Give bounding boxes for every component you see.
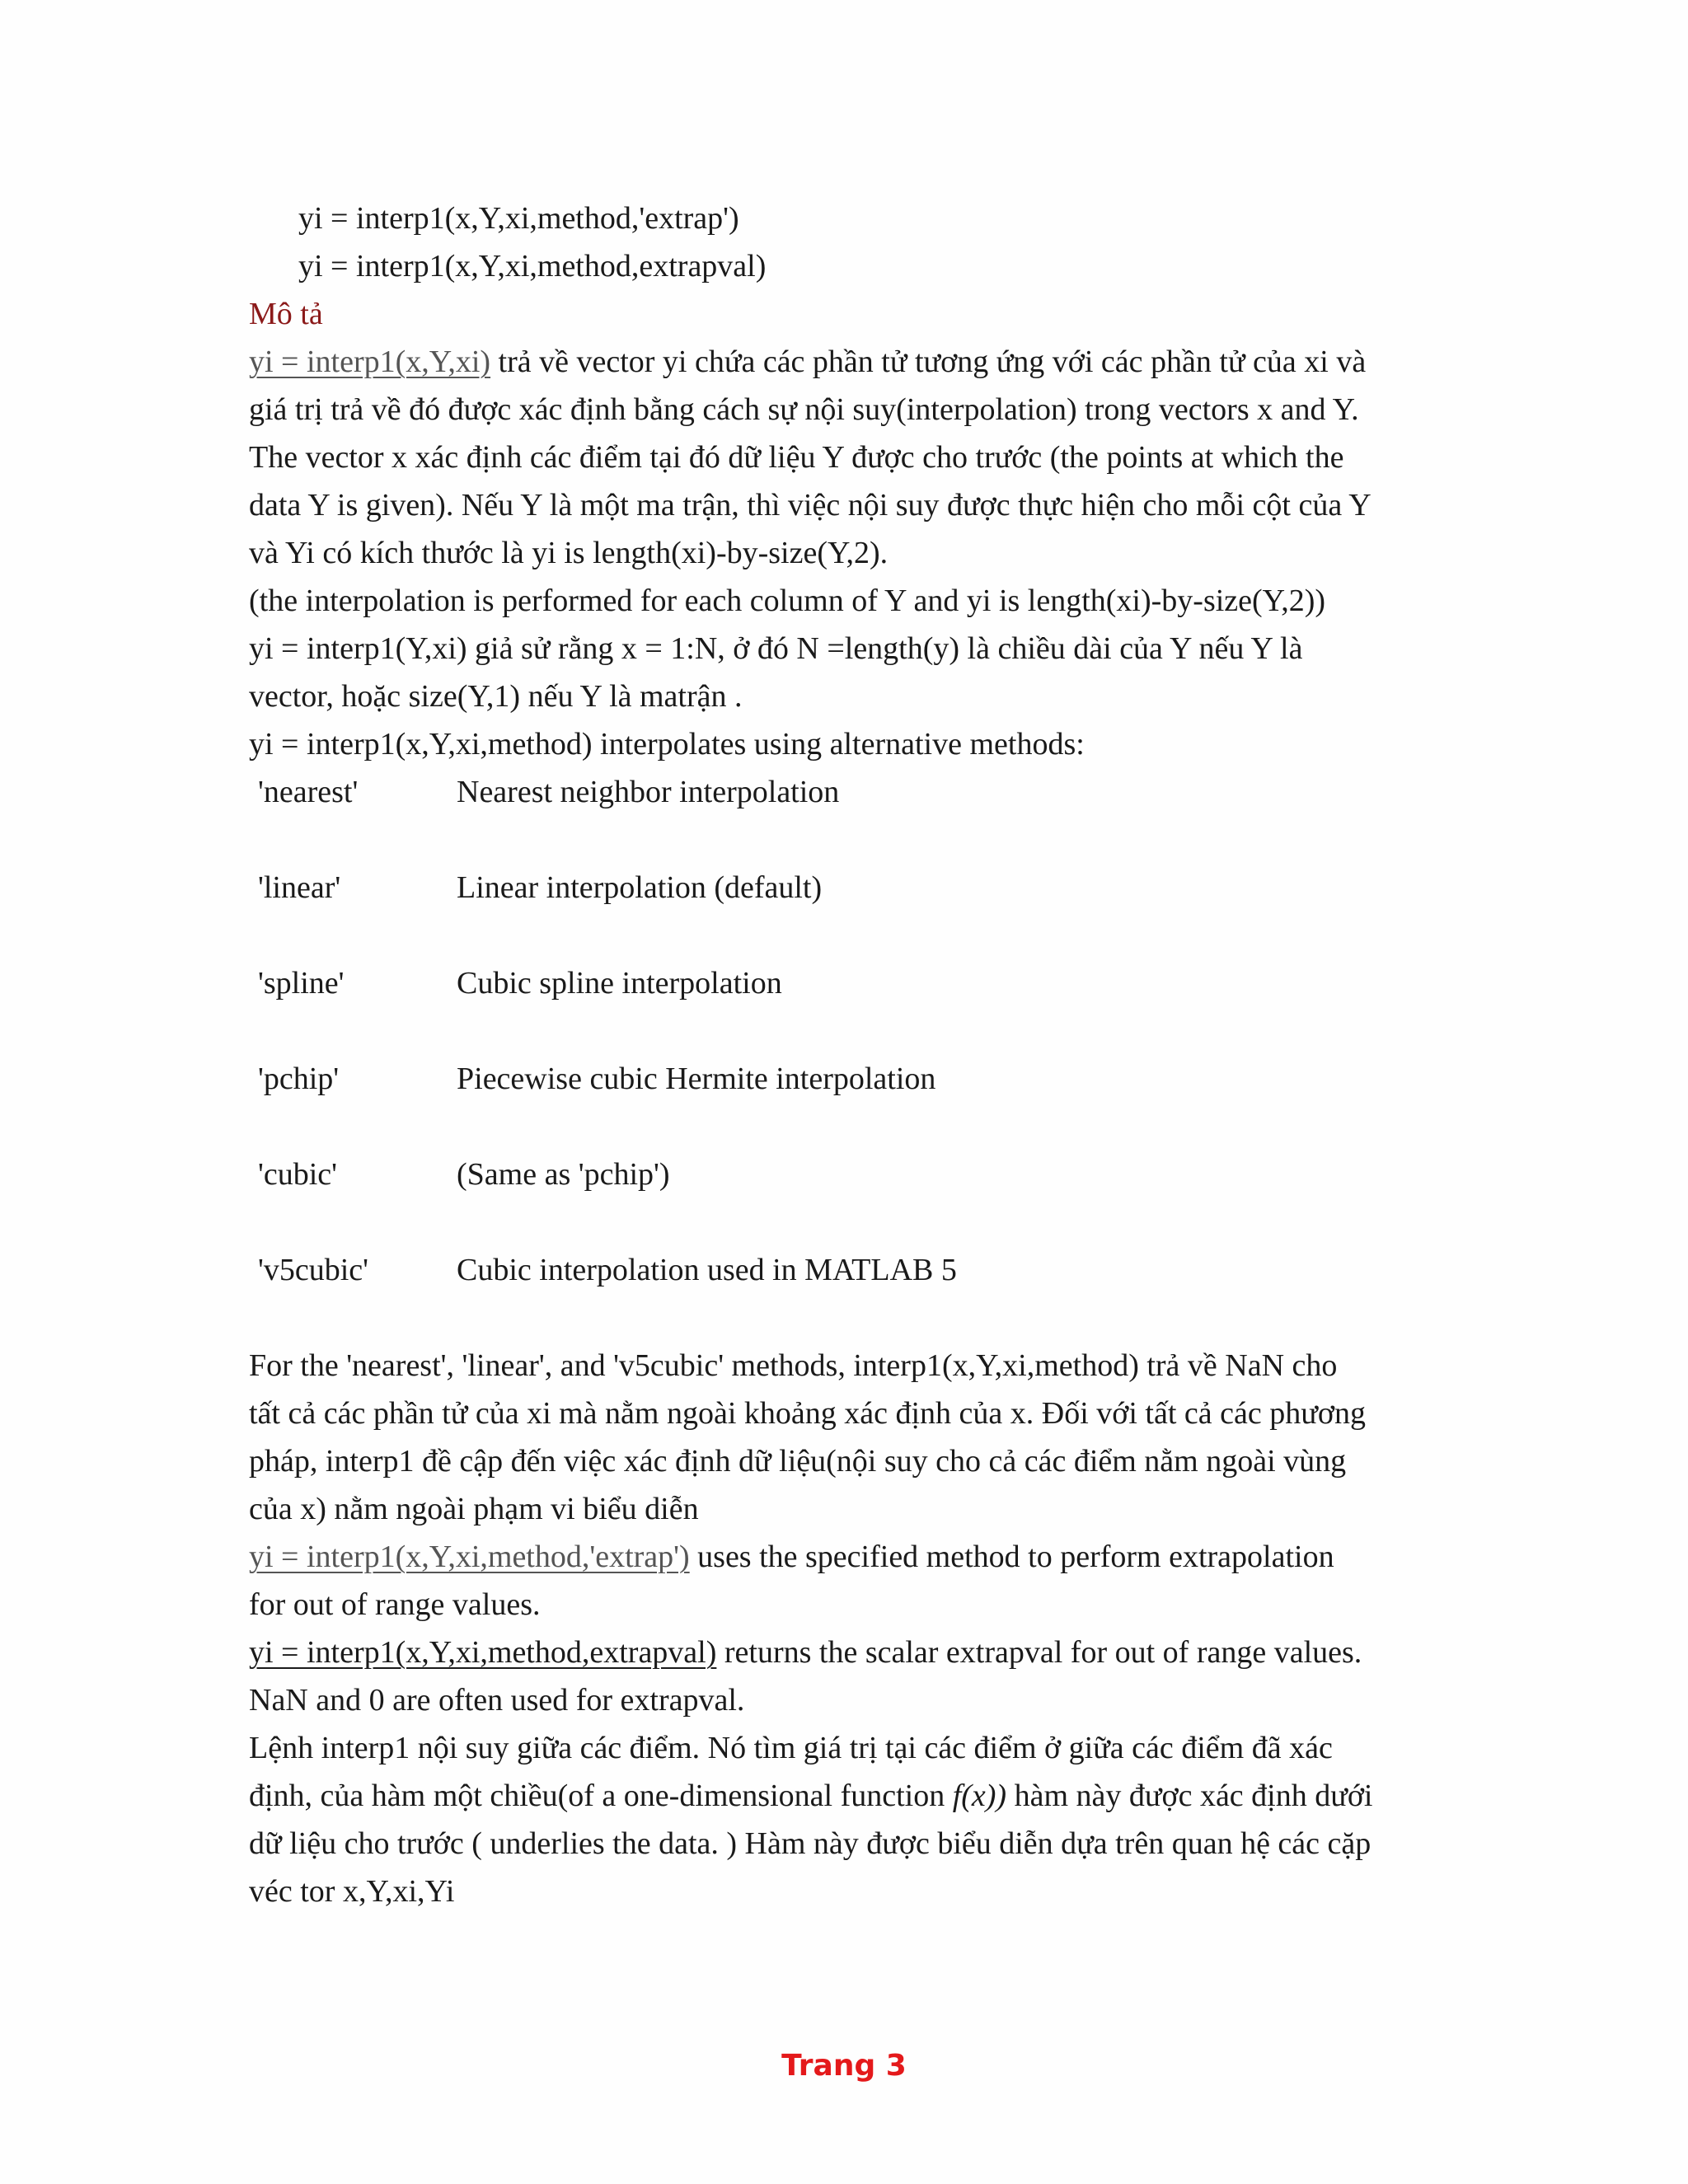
paragraph-text: định, của hàm một chiều(of a one-dimensional function [249,1779,953,1813]
method-description: Nearest neighbor interpolation [457,775,840,809]
paragraph-line: và Yi có kích thước là yi is length(xi)-by-size(Y,2). [249,536,889,570]
paragraph-line: yi = interp1(x,Y,xi,method) interpolates using alternative methods: [249,727,1085,762]
paragraph-text: returns the scalar extrapval for out of range values. [716,1635,1362,1670]
method-name: 'v5cubic' [258,1253,368,1287]
syntax-link[interactable]: yi = interp1(x,Y,xi,method,'extrap') [249,1540,690,1574]
syntax-line-extrap: yi = interp1(x,Y,xi,method,'extrap') [298,201,739,236]
paragraph-line: data Y is given). Nếu Y là một ma trận, thì việc nội suy được thực hiện cho mỗi cột của Y [249,488,1372,523]
paragraph-text: uses the specified method to perform extrapolation [689,1540,1334,1574]
method-description: Piecewise cubic Hermite interpolation [457,1062,936,1096]
paragraph-line: yi = interp1(Y,xi) giả sử rằng x = 1:N, ở đó N =length(y) là chiều dài của Y nếu Y là [249,631,1303,666]
method-name: 'cubic' [258,1157,337,1192]
method-name: 'pchip' [258,1062,340,1096]
paragraph-line [249,1533,1452,1581]
method-name: 'nearest' [258,775,359,809]
section-heading: Mô tả [249,297,323,331]
paragraph-line: véc tor x,Y,xi,Yi [249,1874,455,1909]
method-description: Cubic spline interpolation [457,966,782,1001]
paragraph-line: (the interpolation is performed for each column of Y and yi is length(xi)-by-size(Y,2)) [249,583,1326,618]
paragraph-text: trả về vector yi chứa các phần tử tương ứng với các phần tử của xi và [490,344,1367,379]
function-notation: f(x)) [952,1779,1007,1813]
method-name: 'linear' [258,870,341,905]
method-description: Cubic interpolation used in MATLAB 5 [457,1253,957,1287]
paragraph-line: của x) nằm ngoài phạm vi biểu diễn [249,1492,699,1526]
paragraph-line: giá trị trả về đó được xác định bằng cách sự nội suy(interpolation) trong vectors x and Y. [249,392,1359,427]
syntax-link[interactable]: yi = interp1(x,Y,xi,method,extrapval) [249,1635,717,1670]
paragraph-line: For the 'nearest', 'linear', and 'v5cubic' methods, interp1(x,Y,xi,method) trả về NaN cho [249,1348,1338,1383]
paragraph-line: tất cả các phần tử của xi mà nằm ngoài khoảng xác định của x. Đối với tất cả các phương [249,1396,1366,1431]
paragraph-line: Lệnh interp1 nội suy giữa các điểm. Nó tìm giá trị tại các điểm ở giữa các điểm đã xác [249,1731,1333,1765]
syntax-line-extrapval: yi = interp1(x,Y,xi,method,extrapval) [298,249,767,284]
paragraph-line [249,338,1452,386]
paragraph-line: for out of range values. [249,1587,541,1622]
method-description: (Same as 'pchip') [457,1157,670,1192]
paragraph-line: dữ liệu cho trước ( underlies the data. ) Hàm này được biểu diễn dựa trên quan hệ các cặp [249,1826,1372,1861]
method-description: Linear interpolation (default) [457,870,823,905]
paragraph-line [249,1629,1452,1676]
paragraph-text: hàm này được xác định dưới [1006,1779,1373,1813]
paragraph-line: vector, hoặc size(Y,1) nếu Y là matrận . [249,679,743,714]
paragraph-line: The vector x xác định các điểm tại đó dữ liệu Y được cho trước (the points at which the [249,440,1344,475]
paragraph-line: pháp, interp1 đề cập đến việc xác định dữ liệu(nội suy cho cả các điểm nằm ngoài vùng [249,1444,1347,1479]
paragraph-line [249,1772,1452,1820]
syntax-link[interactable]: yi = interp1(x,Y,xi) [249,344,491,379]
paragraph-line: NaN and 0 are often used for extrapval. [249,1683,745,1718]
method-name: 'spline' [258,966,345,1001]
page-number: Trang 3 [781,2049,907,2083]
